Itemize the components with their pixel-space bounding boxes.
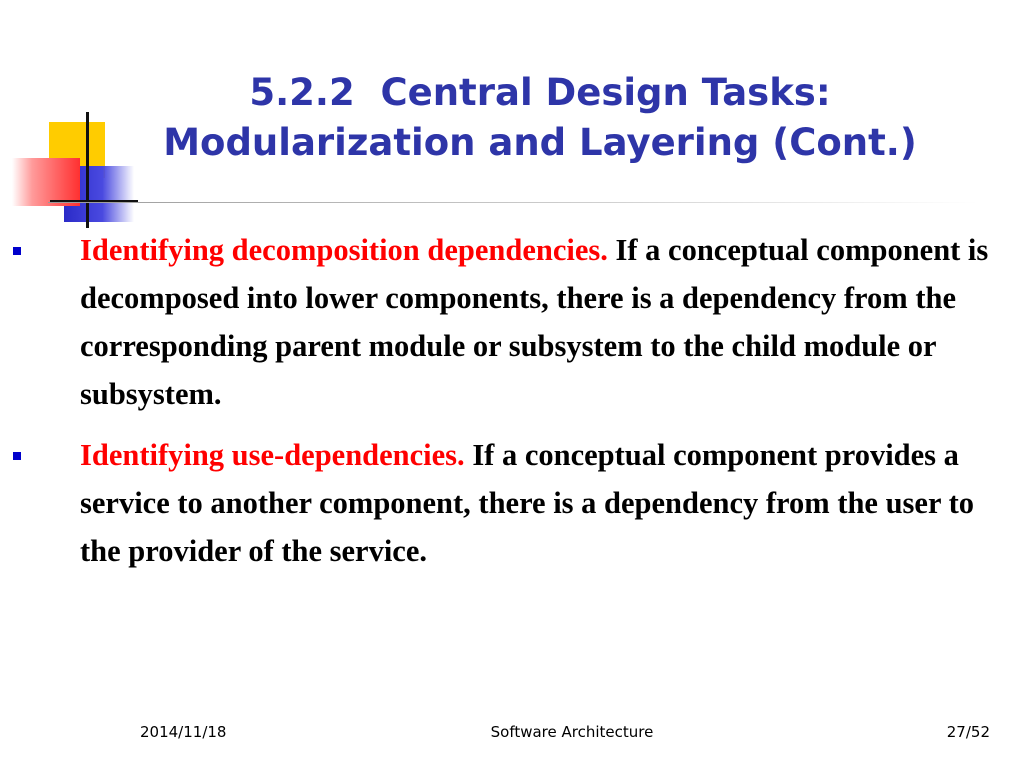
bullet-item xyxy=(0,226,1024,418)
title-line-2: Modularization and Layering (Cont.) xyxy=(163,121,917,164)
slide-title xyxy=(90,68,990,168)
bullet-text: If a conceptual component is decomposed into lower components, there is a dependency from the corresponding parent module or subsystem to the child module or subsystem. xyxy=(80,233,989,411)
footer-page-number: 27/52 xyxy=(946,723,990,741)
bullet-list xyxy=(0,226,1024,588)
bullet-heading: Identifying use-dependencies. xyxy=(80,438,465,472)
bullet-text: If a conceptual component provides a service to another component, there is a dependency from the user to the provider of the service. xyxy=(80,438,974,568)
bullet-square-icon xyxy=(13,452,21,460)
red-square xyxy=(12,158,80,206)
vertical-rule xyxy=(86,112,89,228)
footer-title: Software Architecture xyxy=(490,723,654,741)
bullet-item xyxy=(0,431,1024,575)
bullet-heading: Identifying decomposition dependencies. xyxy=(80,233,608,267)
title-divider xyxy=(48,202,978,203)
title-line-1: 5.2.2 Central Design Tasks: xyxy=(249,71,831,114)
footer-date: 2014/11/18 xyxy=(140,723,227,741)
bullet-square-icon xyxy=(13,247,21,255)
